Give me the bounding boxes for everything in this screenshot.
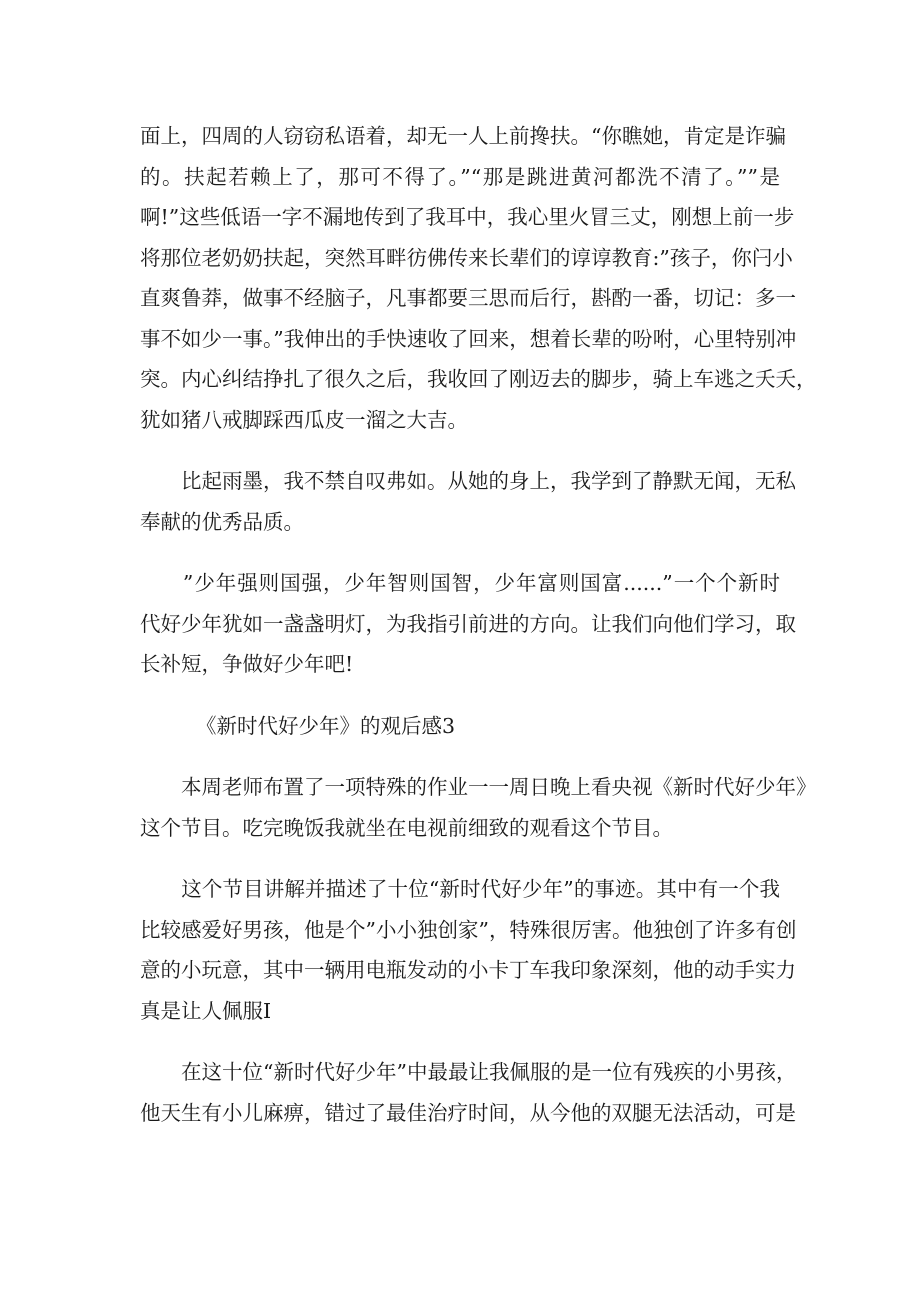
text-line: 的。扶起若赖上了，那可不得了。”“那是跳进黄河都洗不清了。””是: [140, 164, 780, 189]
section-heading: 《新时代好少年》的观后感3: [196, 713, 456, 738]
text-line: 这个节目。吃完晚饭我就坐在电视前细致的观看这个节目。: [140, 815, 673, 840]
paragraph-5: [140, 869, 797, 1031]
paragraph-2: [140, 461, 796, 542]
text-line: 直爽鲁莽，做事不经脑子，凡事都要三思而后行，斟酌一番，切记：多一: [140, 286, 796, 310]
document-body: [140, 116, 817, 1154]
text-line: 意的小玩意，其中一辆用电瓶发动的小卡丁车我印象深刻，他的动手实力: [140, 958, 796, 982]
text-line: 长补短，争做好少年吧!: [140, 652, 354, 676]
text-line: 这个节目讲解并描述了十位“新时代好少年”的事迹。其中有一个我: [140, 877, 780, 901]
text-line: 将那位老奶奶扶起，突然耳畔彷佛传来长辈们的谆谆教育:”孩子，你闩小: [140, 245, 793, 270]
text-line: 代好少年犹如一盏盏明灯，为我指引前进的方向。让我们向他们学习，取: [140, 611, 796, 636]
paragraph-4: [140, 767, 817, 848]
paragraph-1: [140, 116, 817, 440]
text-line: 他天生有小儿麻痹，错过了最佳治疗时间，从今他的双腿无法活动，可是: [140, 1100, 796, 1125]
text-line: 奉献的优秀品质。: [140, 509, 304, 534]
text-line: 事不如少一事。”我伸出的手快速收了回来，想着长辈的吩咐，心里特别冲: [140, 326, 797, 351]
text-line: 面上，四周的人窃窃私语着，却无一人上前搀扶。“你瞧她，肯定是诈骗: [140, 124, 786, 148]
paragraph-3: [140, 563, 796, 685]
text-line: ”少年强则国强，少年智则国智，少年富则国富......”一个个新时: [140, 571, 780, 595]
text-line: 突。内心纠结挣扎了很久之后，我收回了刚迈去的脚步，骑上车逃之夭夭，: [140, 367, 817, 391]
text-line: 啊!”这些低语一字不漏地传到了我耳中，我心里火冒三丈，刚想上前一步: [140, 205, 795, 229]
text-line: 本周老师布置了一项特殊的作业一一周日晚上看央视《新时代好少年》: [140, 775, 817, 799]
text-line: 比起雨墨，我不禁自叹弗如。从她的身上，我学到了静默无闻，无私: [140, 469, 796, 493]
text-line: 在这十位“新时代好少年”中最最让我佩服的是一位有残疾的小男孩，: [140, 1060, 797, 1084]
text-line: 比较感爱好男孩，他是个”小小独创家”，特殊很厉害。他独创了许多有创: [140, 917, 797, 942]
text-line: 犹如猪八戒脚踩西瓜皮一溜之大吉。: [140, 407, 468, 432]
text-line: 真是让人佩服I: [140, 998, 272, 1023]
paragraph-6: [140, 1052, 797, 1133]
